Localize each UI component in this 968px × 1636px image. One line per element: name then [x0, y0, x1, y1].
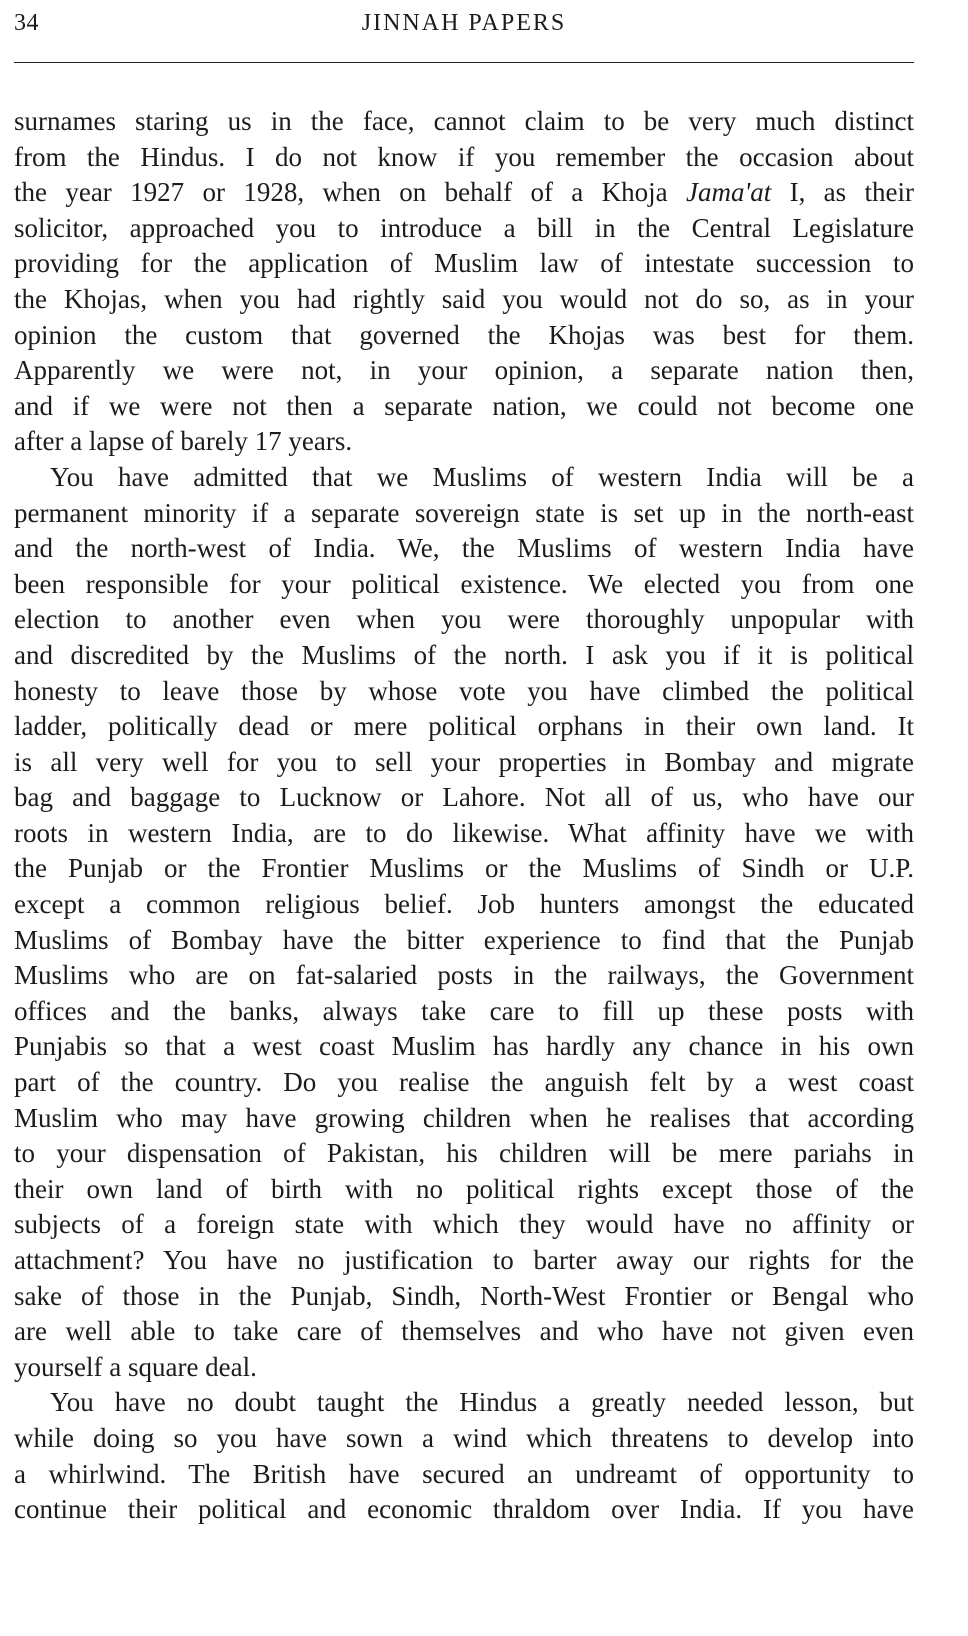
italic-term: Jama'at — [685, 177, 772, 208]
text-line: is all very well for you to sell your properties in Bombay and migrate — [14, 746, 914, 777]
text-line: permanent minority if a separate sovereign state is set up in the north-east — [14, 497, 914, 528]
text-line: Apparently we were not, in your opinion, a separate nation then, — [14, 355, 914, 386]
text-line: attachment? You have no justification to barter away our rights for the — [14, 1245, 914, 1275]
text-line: are well able to take care of themselves and who have not given even — [14, 1316, 914, 1347]
text-line: while doing so you have sown a wind which threatens to develop into — [14, 1422, 914, 1453]
text-line: the Khojas, when you had rightly said you would not do so, as in your — [14, 283, 914, 314]
page-number: 34 — [14, 10, 39, 36]
text-line: providing for the application of Muslim law of intestate succession to — [14, 248, 914, 279]
text-line: Muslim who may have growing children when he realises that according — [14, 1102, 914, 1133]
text-line: ladder, politically dead or mere political orphans in their own land. It — [14, 711, 914, 742]
text-line: sake of those in the Punjab, Sindh, North-West Frontier or Bengal who — [14, 1280, 914, 1311]
text-line: election to another even when you were thoroughly unpopular with — [14, 604, 914, 635]
text-line: and discredited by the Muslims of the north. I ask you if it is political — [14, 639, 914, 670]
text-line: honesty to leave those by whose vote you have climbed the political — [14, 675, 914, 706]
text-line: surnames staring us in the face, cannot claim to be very much distinct — [14, 106, 914, 136]
text-segment: the year 1927 or 1928, when on behalf of a Khoja — [14, 177, 686, 208]
text-line: continue their political and economic thraldom over India. If you have — [14, 1494, 914, 1525]
text-line: and if we were not then a separate nation, we could not become one — [14, 390, 914, 421]
running-head — [14, 8, 914, 44]
text-line: Muslims who are on fat-salaried posts in the railways, the Government — [14, 960, 914, 991]
text-line: roots in western India, are to do likewise. What affinity have we with — [14, 817, 914, 848]
text-line: opinion the custom that governed the Khojas was best for them. — [14, 319, 914, 350]
text-line: You have no doubt taught the Hindus a greatly needed lesson, but — [50, 1387, 914, 1418]
text-line: after a lapse of barely 17 years. — [14, 426, 353, 457]
text-line: Muslims of Bombay have the bitter experience to find that the Punjab — [14, 924, 914, 955]
text-line: offices and the banks, always take care to fill up these posts with — [14, 995, 914, 1026]
text-line — [14, 175, 914, 211]
text-segment: I, as their — [771, 177, 914, 208]
text-line: You have admitted that we Muslims of western India will be a — [50, 461, 914, 492]
body-text — [14, 104, 914, 1528]
text-line: to your dispensation of Pakistan, his children will be mere pariahs in — [14, 1138, 914, 1169]
text-line: a whirlwind. The British have secured an undreamt of opportunity to — [14, 1458, 914, 1489]
header-rule — [14, 62, 914, 63]
running-title: JINNAH PAPERS — [361, 10, 567, 36]
text-line: part of the country. Do you realise the anguish felt by a west coast — [14, 1067, 914, 1098]
text-line: from the Hindus. I do not know if you remember the occasion about — [14, 141, 914, 172]
text-line: the Punjab or the Frontier Muslims or the Muslims of Sindh or U.P. — [14, 853, 914, 884]
text-line: solicitor, approached you to introduce a bill in the Central Legislature — [14, 212, 914, 243]
text-line: Punjabis so that a west coast Muslim has hardly any chance in his own — [14, 1031, 914, 1062]
text-line: except a common religious belief. Job hunters amongst the educated — [14, 889, 914, 920]
text-line: bag and baggage to Lucknow or Lahore. Not all of us, who have our — [14, 782, 914, 813]
text-line: subjects of a foreign state with which they would have no affinity or — [14, 1209, 914, 1240]
text-line: their own land of birth with no political rights except those of the — [14, 1173, 914, 1204]
text-line: been responsible for your political existence. We elected you from one — [14, 568, 914, 599]
text-line: and the north-west of India. We, the Muslims of western India have — [14, 533, 914, 564]
text-line: yourself a square deal. — [14, 1351, 257, 1382]
